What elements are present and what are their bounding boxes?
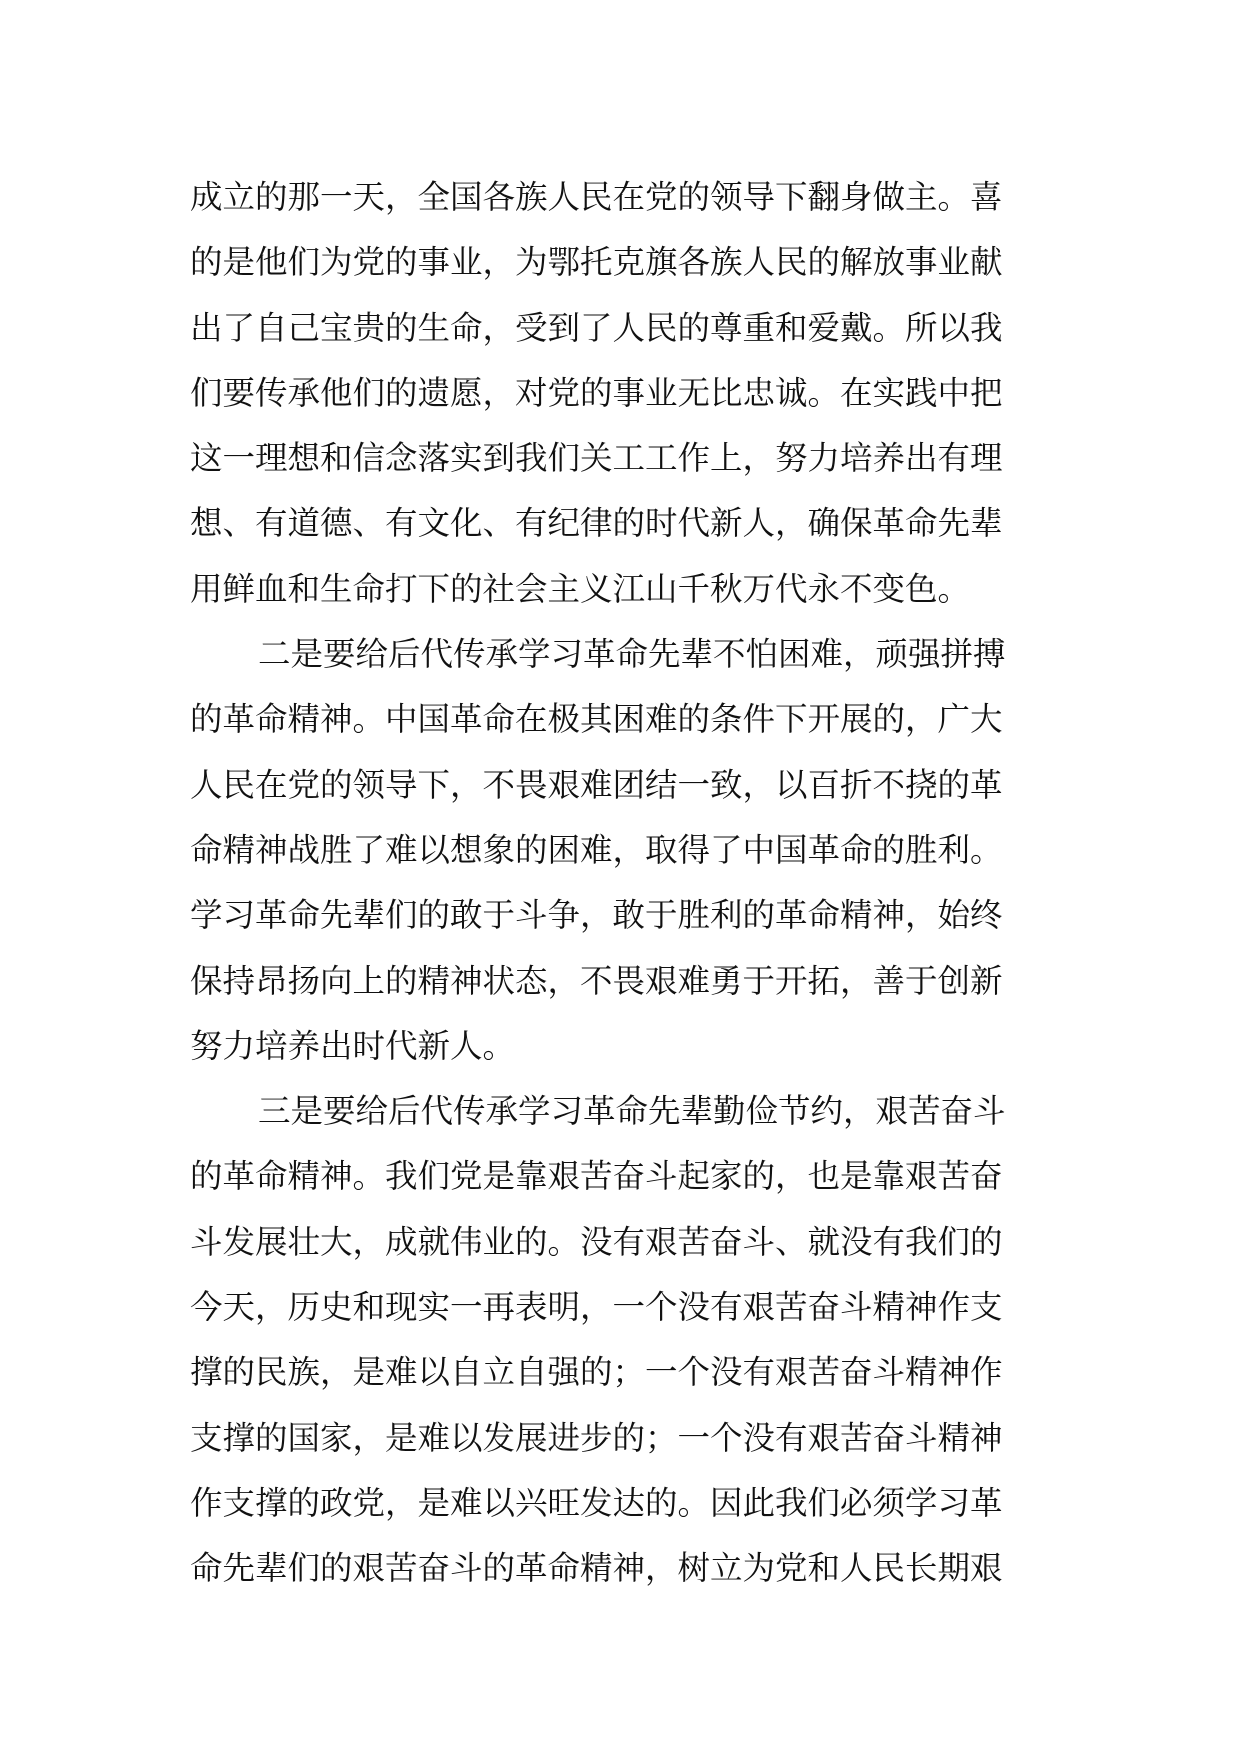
text-line: 成立的那一天，全国各族人民在党的领导下翻身做主。喜 bbox=[190, 178, 1003, 216]
paragraph-first-line: 三是要给后代传承学习革命先辈勤俭节约，艰苦奋斗 bbox=[258, 1092, 1006, 1131]
text-line: 们要传承他们的遗愿，对党的事业无比忠诚。在实践中把 bbox=[190, 373, 1003, 412]
text-line: 支撑的国家，是难以发展进步的；一个没有艰苦奋斗精神 bbox=[190, 1418, 1003, 1457]
text-line: 的革命精神。中国革命在极其困难的条件下开展的，广大 bbox=[190, 700, 1003, 739]
text-line: 想、有道德、有文化、有纪律的时代新人，确保革命先辈 bbox=[190, 504, 1003, 543]
text-line: 今天，历史和现实一再表明，一个没有艰苦奋斗精神作支 bbox=[190, 1288, 1003, 1327]
text-line: 学习革命先辈们的敢于斗争，敢于胜利的革命精神，始终 bbox=[190, 896, 1003, 935]
text-line: 作支撑的政党，是难以兴旺发达的。因此我们必须学习革 bbox=[190, 1483, 1003, 1522]
text-line: 努力培养出时代新人。 bbox=[190, 1026, 516, 1065]
text-line: 出了自己宝贵的生命，受到了人民的尊重和爱戴。所以我 bbox=[190, 308, 1003, 347]
text-line: 人民在党的领导下，不畏艰难团结一致，以百折不挠的革 bbox=[190, 765, 1003, 804]
text-line: 命精神战胜了难以想象的困难，取得了中国革命的胜利。 bbox=[190, 830, 1003, 869]
text-line: 命先辈们的艰苦奋斗的革命精神，树立为党和人民长期艰 bbox=[190, 1549, 1003, 1588]
paragraph-first-line: 二是要给后代传承学习革命先辈不怕困难，顽强拼搏 bbox=[258, 635, 1006, 674]
text-line: 撑的民族，是难以自立自强的；一个没有艰苦奋斗精神作 bbox=[190, 1353, 1003, 1392]
text-line: 保持昂扬向上的精神状态，不畏艰难勇于开拓，善于创新 bbox=[190, 961, 1003, 1000]
text-line: 的是他们为党的事业，为鄂托克旗各族人民的解放事业献 bbox=[190, 243, 1003, 282]
text-line: 的革命精神。我们党是靠艰苦奋斗起家的，也是靠艰苦奋 bbox=[190, 1157, 1003, 1196]
text-line: 用鲜血和生命打下的社会主义江山千秋万代永不变色。 bbox=[190, 569, 971, 608]
text-line: 这一理想和信念落实到我们关工工作上，努力培养出有理 bbox=[190, 439, 1003, 478]
body-text bbox=[190, 165, 1060, 1602]
text-line: 斗发展壮大，成就伟业的。没有艰苦奋斗、就没有我们的 bbox=[190, 1222, 1003, 1261]
